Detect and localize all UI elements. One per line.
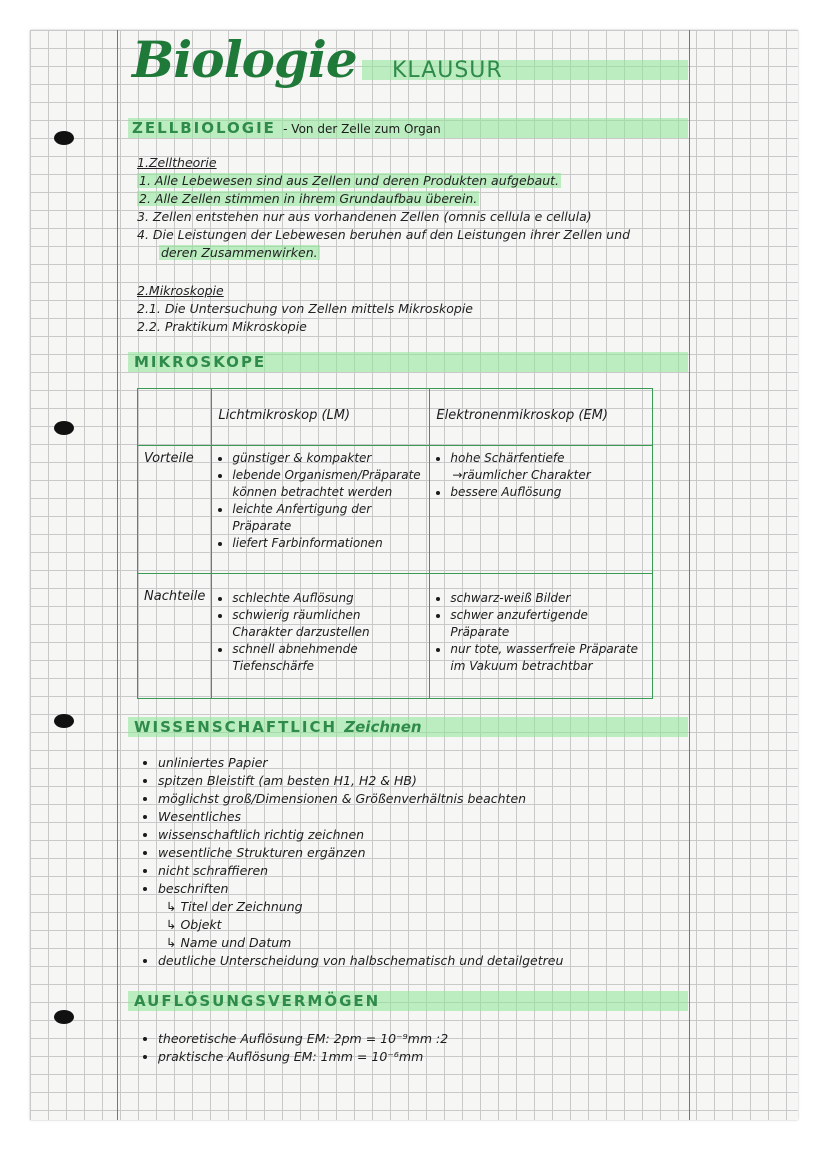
- list-item: 3. Zellen entstehen nur aus vorhandenen Zellen (omnis cellula e cellula): [137, 209, 592, 224]
- cell-lm-nachteile: [212, 574, 430, 699]
- punch-hole: [54, 1010, 74, 1024]
- list-item: • unliniertes Papier: [158, 754, 563, 772]
- list-item: →räumlicher Charakter: [452, 468, 591, 482]
- section-heading-zellbiologie: [132, 119, 441, 137]
- list-item: • deutliche Unterscheidung von halbschematisch und detailgetreu: [158, 952, 563, 970]
- page-title: Biologie: [132, 30, 357, 89]
- section-heading-text: WISSENSCHAFTLICH: [134, 718, 338, 736]
- mikroskopie-block: [137, 282, 473, 336]
- list-item: 4. Die Leistungen der Lebewesen beruhen auf den Leistungen ihrer Zellen und: [137, 227, 631, 242]
- left-margin-line: [117, 30, 118, 1120]
- zeichnen-list: [144, 754, 563, 970]
- cell-em-vorteile: [430, 446, 653, 574]
- row-label-vorteile: Vorteile: [138, 446, 212, 574]
- mikroskopie-title: 2.Mikroskopie: [137, 283, 224, 298]
- list-item: • nicht schraffieren: [158, 862, 563, 880]
- section-heading-mikroskope: MIKROSKOPE: [134, 353, 267, 371]
- list-subitem: ↳ Titel der Zeichnung: [166, 899, 303, 914]
- list-item: • schwer anzufertigende Präparate: [450, 607, 646, 641]
- right-margin-line: [689, 30, 690, 1120]
- list-item: • theoretische Auflösung EM: 2pm = 10⁻⁹mm :2: [158, 1030, 448, 1048]
- list-item: • schwierig räumlichen Charakter darzustellen: [232, 607, 423, 641]
- list-item: 2.1. Die Untersuchung von Zellen mittels Mikroskopie: [137, 301, 473, 316]
- zelltheorie-block: [137, 154, 630, 262]
- list-item: • spitzen Bleistift (am besten H1, H2 & HB): [158, 772, 563, 790]
- list-item: • hohe Schärfentiefe: [450, 450, 646, 467]
- table-row: [138, 574, 653, 699]
- column-header-lm: Lichtmikroskop (LM): [212, 389, 430, 446]
- list-item: • Wesentliches: [158, 808, 563, 826]
- list-item: • liefert Farbinformationen: [232, 535, 423, 552]
- list-item: • wissenschaftlich richtig zeichnen: [158, 826, 563, 844]
- section-heading-aufloesung: AUFLÖSUNGSVERMÖGEN: [134, 992, 381, 1010]
- list-item: • schlechte Auflösung: [232, 590, 423, 607]
- list-item: • bessere Auflösung: [450, 484, 646, 501]
- list-item: • möglichst groß/Dimensionen & Größenverhältnis beachten: [158, 790, 563, 808]
- section-heading-text: ZELLBIOLOGIE: [132, 119, 276, 137]
- list-item: • schnell abnehmende Tiefenschärfe: [232, 641, 423, 675]
- list-subitem: ↳ Objekt: [166, 917, 222, 932]
- list-item: • lebende Organismen/Präparate können betrachtet werden: [232, 467, 423, 501]
- punch-hole: [54, 421, 74, 435]
- list-subitem: ↳ Name und Datum: [166, 935, 292, 950]
- list-item: • praktische Auflösung EM: 1mm = 10⁻⁶mm: [158, 1048, 448, 1066]
- row-label-nachteile: Nachteile: [138, 574, 212, 699]
- list-item: 2. Alle Zellen stimmen in ihrem Grundaufbau überein.: [139, 191, 478, 206]
- list-item: • wesentliche Strukturen ergänzen: [158, 844, 563, 862]
- list-item: • schwarz-weiß Bilder: [450, 590, 646, 607]
- list-item: • beschriften: [158, 880, 563, 898]
- page-subtitle: KLAUSUR: [392, 58, 503, 83]
- list-item: 2.2. Praktikum Mikroskopie: [137, 319, 307, 334]
- section-heading-subtext: - Von der Zelle zum Organ: [283, 122, 441, 136]
- aufloesung-list: [144, 1030, 448, 1066]
- section-heading-zeichnen: [134, 718, 422, 736]
- punch-hole: [54, 714, 74, 728]
- list-item: deren Zusammenwirken.: [161, 245, 318, 260]
- table-row: [138, 446, 653, 574]
- section-heading-subtext: Zeichnen: [344, 718, 422, 736]
- cell-lm-vorteile: [212, 446, 430, 574]
- list-item: • leichte Anfertigung der Präparate: [232, 501, 423, 535]
- column-header-em: Elektronenmikroskop (EM): [430, 389, 653, 446]
- list-item: 1. Alle Lebewesen sind aus Zellen und deren Produkten aufgebaut.: [139, 173, 560, 188]
- cell-em-nachteile: [430, 574, 653, 699]
- punch-hole: [54, 131, 74, 145]
- table-header-row: [138, 389, 653, 446]
- list-item: • günstiger & kompakter: [232, 450, 423, 467]
- list-item: • nur tote, wasserfreie Präparate im Vakuum betrachtbar: [450, 641, 646, 675]
- zelltheorie-title: 1.Zelltheorie: [137, 155, 217, 170]
- microscope-comparison-table: [137, 388, 653, 699]
- table-corner-cell: [138, 389, 212, 446]
